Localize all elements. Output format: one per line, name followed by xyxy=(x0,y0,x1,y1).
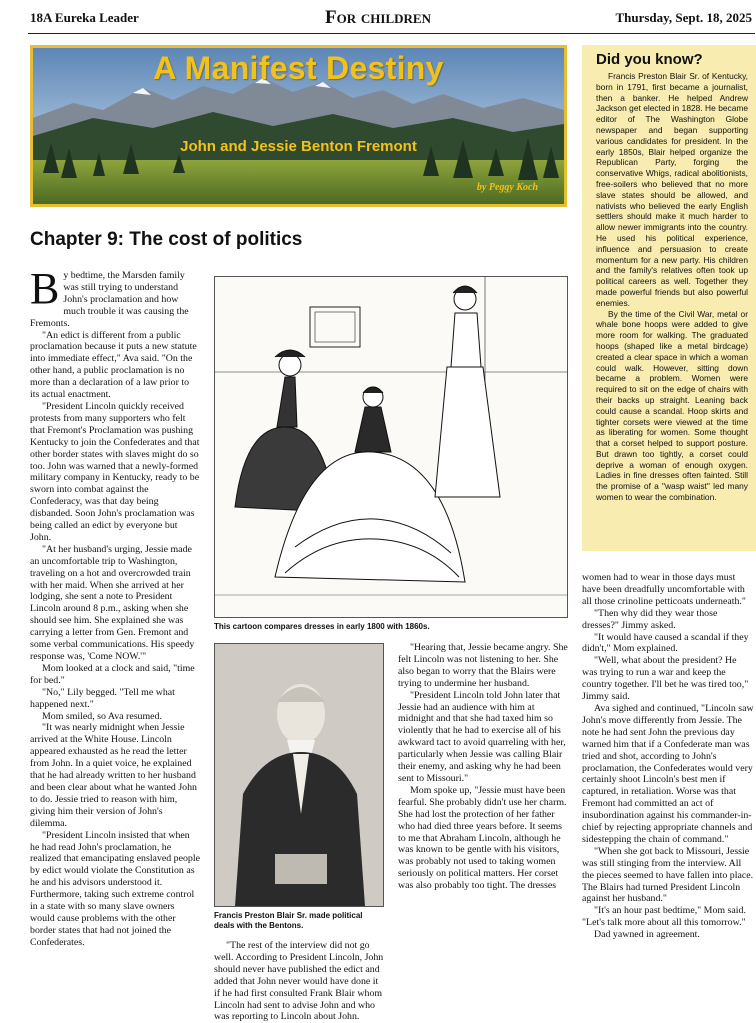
page-number-label: 18A Eureka Leader xyxy=(30,10,139,25)
article-paragraph: "It was nearly midnight when Jessie arrived at the White House. Lincoln appeared exhausted as he read the letter from John. In a quiet voice, he explained that he had already written to her husband and been clear about what he wanted John to do. Jessie tried to reason with him, giving him their version of John's dilemma. xyxy=(30,722,197,829)
article-paragraph: "The rest of the interview did not go well. According to President Lincoln, John should never have published the edict and added that John never would have done it if he had first consulted Frank Blair whom Lincoln had sent to advise John and who was reporting to Lincoln about John. xyxy=(214,940,384,1023)
article-paragraph: women had to wear in those days must have been dreadfully uncomfortable with all those crinoline petticoats underneath." xyxy=(582,572,746,607)
title-banner xyxy=(30,45,567,207)
article-paragraph xyxy=(30,264,200,330)
article-paragraph: "At her husband's urging, Jessie made an uncomfortable trip to Washington, traveling on a hot and overcrowded train with her maid. When she arrived at her lodging, she sent a note to President Lincoln around 8 p.m., asking when she should see him. She explained she was carrying a letter from Gen. Fremont and some verbal communications. His speedy response was, 'Come NOW.'" xyxy=(30,543,195,662)
header-rule xyxy=(28,33,755,34)
article-paragraph: "Hearing that, Jessie became angry. She felt Lincoln was not listening to her. She also began to worry that the Blairs were trying to undermine her husband. xyxy=(398,642,568,689)
issue-date: Thursday, Sept. 18, 2025 xyxy=(615,10,752,25)
article-paragraph: Mom smiled, so Ava resumed. xyxy=(42,710,162,722)
article-column-2 xyxy=(214,940,384,1023)
article-paragraph: Ava sighed and continued, "Lincoln saw John's move differently from Jessie. The note he had sent John the previous day warned him that if a Confederate man was tried and shot, according to John's proclamation, the Confederates would very certainly shoot Lincoln's best men if captured, in retaliation. Worse was that Fremont had committed an act of insubordination against his commander-in-chief by rejecting appropriate channels and sidestepping the chain of command." xyxy=(582,702,754,845)
article-paragraph: "It's an hour past bedtime," Mom said. "Let's talk more about all this tomorrow." xyxy=(582,905,746,929)
chapter-title: Chapter 9: The cost of politics xyxy=(30,229,303,250)
drop-cap: B xyxy=(30,264,60,313)
sidebar-paragraph: By the time of the Civil War, metal or whale bone hoops were added to give more room for walking. The graduated hoops (shaped like a metal birdcage) created a clear space in which a woman could walk. However, sitting down became a problem. Women were required to sit on the edge of chairs with their backs up straight. Leaning back could cause a scandal. Hoop skirts and tighter corsets were viewed at the time as liberating for women. Some thought that a corset helped to support posture. But drawn too tightly, a corset could deprive a woman of enough oxygen. Ladies in fine dresses often fainted. Still the promise of a "wasp waist" led many women to wear the combination. xyxy=(596,308,748,503)
francis-blair-portrait xyxy=(214,643,384,907)
article-paragraph: "Well, what about the president? He was trying to run a war and keep the country together. I'll bet he was tired too," Jimmy said. xyxy=(582,655,749,703)
article-paragraph: Dad yawned in agreement. xyxy=(594,929,700,941)
banner-subtitle: John and Jessie Benton Fremont xyxy=(180,138,417,155)
article-paragraph: "President Lincoln quickly received protests from many supporters who felt that Fremont's Proclamation was pushing Kentucky to join the Confederates and that other border states with slaves might do so too. John was warned that a newly-formed military company in Kentucky, ready to be sworn into combat against the Confederacy, was that day being disbanded. Soon John's proclamation was being called an edict by everyone but John. xyxy=(30,400,200,543)
cartoon-caption: This cartoon compares dresses in early 1800 with 1860s. xyxy=(214,622,430,631)
article-column-3 xyxy=(398,642,568,978)
banner-title: A Manifest Destiny xyxy=(153,50,444,86)
portrait-caption: Francis Preston Blair Sr. made political deals with the Bentons. xyxy=(214,911,363,930)
sidebar-title: Did you know? xyxy=(596,51,703,68)
article-column-4 xyxy=(582,572,754,978)
article-paragraph: "No," Lily begged. "Tell me what happened next." xyxy=(30,686,175,710)
section-title: For children xyxy=(325,7,431,28)
byline: by Peggy Koch xyxy=(476,182,538,193)
article-paragraph: "It would have caused a scandal if they didn't," Mom explained. xyxy=(582,631,749,655)
article-paragraph: "When she got back to Missouri, Jessie was still stinging from the interview. All the pieces seemed to have fallen into place. The Blairs had turned President Lincoln against her husband." xyxy=(582,845,754,905)
article-paragraph: "President Lincoln told John later that Jessie had an audience with him at midnight and that she had taxed him so violently that he had to exercise all of his awkward tact to avoid quarreling with her, particularly when Jessie was calling Blair their enemy, and asking why he had been sent to Missouri." xyxy=(398,689,566,784)
article-paragraph: "An edict is different from a public proclamation because it puts a new statute into immediate effect," Ava said. "On the other hand, a public proclamation is no more than a declaration of a law prior to its actual enactment. xyxy=(30,329,197,401)
article-column-1 xyxy=(30,264,200,978)
dress-cartoon-image xyxy=(214,276,568,618)
article-paragraph: Mom spoke up, "Jessie must have been fearful. She probably didn't use her charm. She had lost the protection of her father who had died three years before. It seems to me that Abraham Lincoln, although he was known to be gentle with his visitors, was probably not used to taking women seriously on political matters. Her corset was also probably too tight. The dresses xyxy=(398,784,567,892)
article-paragraph: "Then why did they wear those dresses?" Jimmy asked. xyxy=(582,607,718,631)
sidebar-paragraph: Francis Preston Blair Sr. of Kentucky, born in 1791, first became a journalist, then a banker. He helped Andrew Jackson get elected in 1828. He became editor of The Washington Globe newspaper and began supporting various candidates for president. In the early 1850s, Blair helped organize the Republican Party, forging the conservative Whigs, radical abolitionists, free-soilers who believed that no more slave states should be allowed, and nativists who believed the early English settlers should make it much harder to allow newer immigrants into the country. He used his political experience, influence and persuasion to create momentum for a new party. His children and the family's relatives often took up political careers as well. Together they made powerful friends but also powerful enemies. xyxy=(596,71,748,308)
did-you-know-sidebar xyxy=(582,45,756,551)
opening-text: y bedtime, the Marsden family was still trying to understand John's proclamation and how much trouble it was causing the Fremonts. xyxy=(30,270,189,329)
article-paragraph: "President Lincoln insisted that when he had read John's proclamation, he realized that emancipating enslaved people by edict would violate the Constitution as he and his advisors understood it. Furthermore, taking such extreme control in a state with so many slave owners would cause problems with the other border states that had not joined the Confederates. xyxy=(30,829,200,948)
article-paragraph: Mom looked at a clock and said, "time for bed." xyxy=(30,662,195,686)
